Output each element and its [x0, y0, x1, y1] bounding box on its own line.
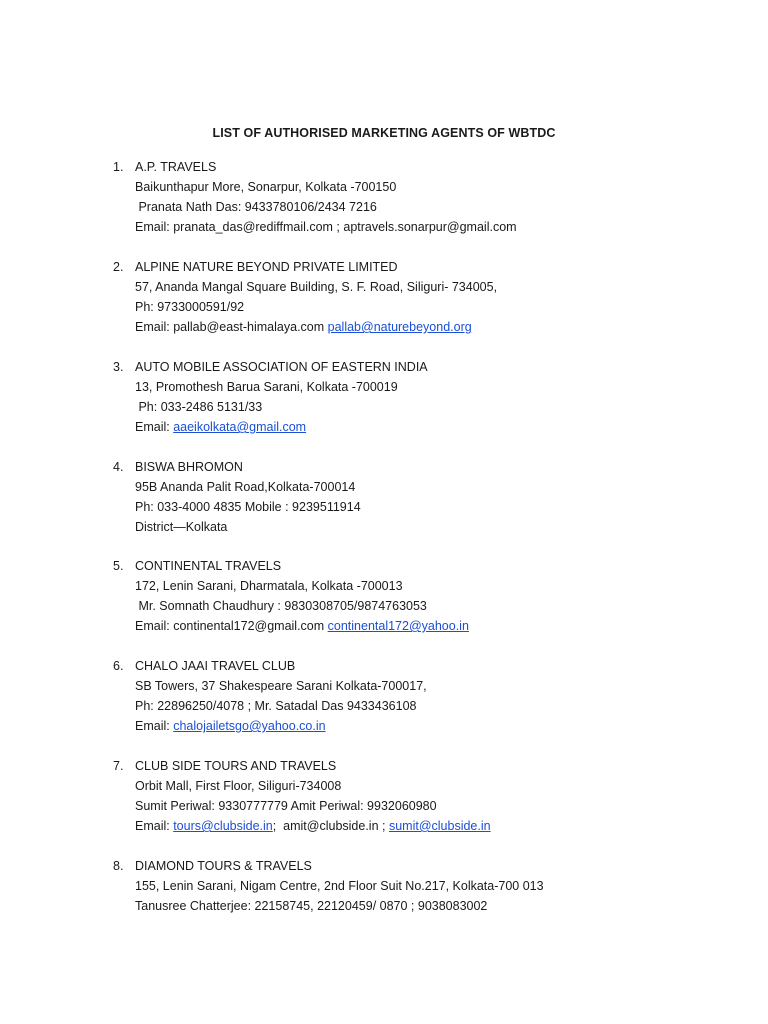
- agent-address: 13, Promothesh Barua Sarani, Kolkata -700019: [135, 380, 398, 394]
- agent-email-text: Email:: [135, 719, 174, 733]
- email-link[interactable]: pallab@naturebeyond.org: [327, 320, 472, 334]
- email-link[interactable]: aaeikolkata@gmail.com: [173, 420, 307, 434]
- agent-number: 6.: [113, 659, 124, 673]
- agent-name: A.P. TRAVELS: [135, 160, 217, 174]
- agent-address: Baikunthapur More, Sonarpur, Kolkata -700150: [135, 180, 397, 194]
- agent-email-text: Email:: [135, 819, 174, 833]
- agent-email: [135, 217, 695, 237]
- email-link-2[interactable]: sumit@clubside.in: [388, 819, 491, 833]
- agent-contact: Sumit Periwal: 9330777779 Amit Periwal: 9932060980: [135, 799, 437, 813]
- agent-name: CLUB SIDE TOURS AND TRAVELS: [135, 759, 337, 773]
- agent-number: 1.: [113, 160, 124, 174]
- agent-name: DIAMOND TOURS & TRAVELS: [135, 859, 312, 873]
- agent-name: ALPINE NATURE BEYOND PRIVATE LIMITED: [135, 260, 398, 274]
- agent-name: BISWA BHROMON: [135, 460, 243, 474]
- agent-name: CONTINENTAL TRAVELS: [135, 559, 282, 573]
- agent-email: [135, 816, 695, 836]
- agent-name: AUTO MOBILE ASSOCIATION OF EASTERN INDIA: [135, 360, 428, 374]
- agent-contact: Ph: 9733000591/92: [135, 300, 245, 314]
- agent-district: District—Kolkata: [135, 520, 228, 534]
- agent-number: 5.: [113, 559, 124, 573]
- agent-number: 8.: [113, 859, 124, 873]
- agent-address: SB Towers, 37 Shakespeare Sarani Kolkata-700017,: [135, 679, 427, 693]
- agent-address: 57, Ananda Mangal Square Building, S. F. Road, Siliguri- 734005,: [135, 280, 498, 294]
- agent-number: 3.: [113, 360, 124, 374]
- agent-email-middle: ; amit@clubside.in ;: [272, 819, 389, 833]
- email-link[interactable]: chalojailetsgo@yahoo.co.in: [173, 719, 326, 733]
- agent-contact: Ph: 033-4000 4835 Mobile : 9239511914: [135, 500, 361, 514]
- agent-email: [135, 417, 695, 437]
- email-link[interactable]: continental172@yahoo.in: [327, 619, 469, 633]
- agent-email: [135, 616, 695, 636]
- agent-address: Orbit Mall, First Floor, Siliguri-734008: [135, 779, 342, 793]
- agent-email: [135, 317, 695, 337]
- agent-email-text: Email: pallab@east-himalaya.com: [135, 320, 328, 334]
- email-link[interactable]: tours@clubside.in: [173, 819, 273, 833]
- agent-email-text: Email:: [135, 420, 174, 434]
- agent-number: 4.: [113, 460, 124, 474]
- agent-email-text: Email: pranata_das@rediffmail.com ; aptravels.sonarpur@gmail.com: [135, 220, 517, 234]
- agent-email: [135, 716, 695, 736]
- agent-number: 2.: [113, 260, 124, 274]
- agent-contact: Pranata Nath Das: 9433780106/2434 7216: [135, 200, 377, 214]
- agent-number: 7.: [113, 759, 124, 773]
- agent-address: 172, Lenin Sarani, Dharmatala, Kolkata -700013: [135, 579, 403, 593]
- agent-name: CHALO JAAI TRAVEL CLUB: [135, 659, 296, 673]
- agent-contact: Ph: 033-2486 5131/33: [135, 400, 263, 414]
- agent-contact: Mr. Somnath Chaudhury : 9830308705/9874763053: [135, 599, 427, 613]
- agent-contact: Tanusree Chatterjee: 22158745, 22120459/ 0870 ; 9038083002: [135, 899, 488, 913]
- agent-address: 95B Ananda Palit Road,Kolkata-700014: [135, 480, 356, 494]
- agent-contact: Ph: 22896250/4078 ; Mr. Satadal Das 9433436108: [135, 699, 417, 713]
- document-title: LIST OF AUTHORISED MARKETING AGENTS OF WBTDC: [212, 126, 556, 140]
- agent-email-text: Email: continental172@gmail.com: [135, 619, 328, 633]
- agent-address: 155, Lenin Sarani, Nigam Centre, 2nd Floor Suit No.217, Kolkata-700 013: [135, 879, 544, 893]
